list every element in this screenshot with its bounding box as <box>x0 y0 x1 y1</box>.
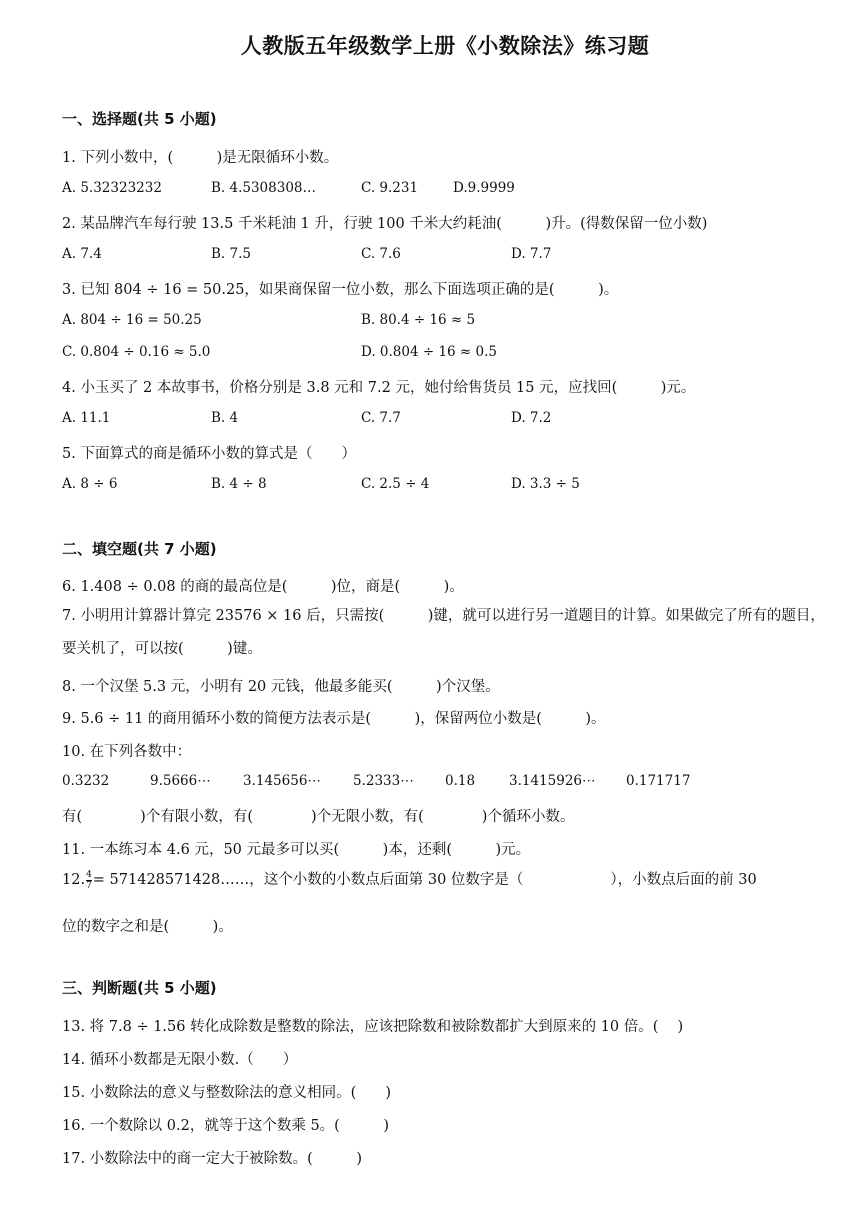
section-heading-choice: 一、选择题(共 5 小题) <box>62 110 217 128</box>
question-11: 11. 一本练习本 4.6 元，50 元最多可以买( )本，还剩( )元。 <box>62 842 531 858</box>
section-heading-fill: 二、填空题(共 7 小题) <box>62 540 217 558</box>
q4-option-b: B. 4 <box>211 410 239 426</box>
question-16: 16. 一个数除以 0.2，就等于这个数乘 5。( ) <box>62 1118 389 1134</box>
question-17: 17. 小数除法中的商一定大于被除数。( ) <box>62 1151 362 1167</box>
question-3: 3. 已知 804 ÷ 16 = 50.25，如果商保留一位小数，那么下面选项正确的是( )。 <box>62 282 619 298</box>
page-title: 人教版五年级数学上册《小数除法》练习题 <box>240 34 650 58</box>
question-13: 13. 将 7.8 ÷ 1.56 转化成除数是整数的除法，应该把除数和被除数都扩大到原来的 10 倍。( ) <box>62 1019 684 1035</box>
q5-option-c: C. 2.5 ÷ 4 <box>361 476 430 492</box>
number-item: 5.2333⋯ <box>353 773 414 789</box>
question-12 <box>62 868 757 891</box>
question-6: 6. 1.408 ÷ 0.08 的商的最高位是( )位，商是( )。 <box>62 579 464 595</box>
q1-option-b: B. 4.5308308… <box>211 180 317 196</box>
q1-option-a: A. 5.32323232 <box>62 180 162 196</box>
section-heading-judge: 三、判断题(共 5 小题) <box>62 979 217 997</box>
question-15: 15. 小数除法的意义与整数除法的意义相同。( ) <box>62 1085 391 1101</box>
q2-option-d: D. 7.7 <box>511 246 552 262</box>
question-5: 5. 下面算式的商是循环小数的算式是（ ） <box>62 446 356 462</box>
q12-text: = 571428571428……，这个小数的小数点后面第 30 位数字是（ ），小数点后面的前 30 <box>92 872 757 888</box>
q5-option-a: A. 8 ÷ 6 <box>62 476 118 492</box>
q12-number: 12. <box>62 872 86 888</box>
question-1: 1. 下列小数中，( )是无限循环小数。 <box>62 150 339 166</box>
question-10-answer: 有( )个有限小数，有( )个无限小数，有( )个循环小数。 <box>62 809 575 825</box>
q5-option-b: B. 4 ÷ 8 <box>211 476 267 492</box>
q5-option-d: D. 3.3 ÷ 5 <box>511 476 580 492</box>
q1-option-c: C. 9.231 <box>361 180 419 196</box>
question-9: 9. 5.6 ÷ 11 的商用循环小数的简便方法表示是( )，保留两位小数是( )。 <box>62 711 606 727</box>
q3-option-b: B. 80.4 ÷ 16 ≈ 5 <box>361 312 476 328</box>
q3-option-c: C. 0.804 ÷ 0.16 ≈ 5.0 <box>62 344 211 360</box>
number-item: 3.145656⋯ <box>243 773 321 789</box>
question-4: 4. 小玉买了 2 本故事书，价格分别是 3.8 元和 7.2 元，她付给售货员 15 元，应找回( )元。 <box>62 380 696 396</box>
number-item: 0.171717 <box>626 773 691 789</box>
fraction-denominator: 7 <box>86 880 92 891</box>
q2-option-a: A. 7.4 <box>62 246 102 262</box>
number-item: 0.18 <box>445 773 476 789</box>
q4-option-c: C. 7.7 <box>361 410 401 426</box>
question-10: 10. 在下列各数中： <box>62 744 192 760</box>
question-7: 7. 小明用计算器计算完 23576 × 16 后，只需按( )键，就可以进行另一道题目的计算。如果做完了所有的题目，要关机了，可以按( )键。 <box>62 608 825 657</box>
question-2: 2. 某品牌汽车每行驶 13.5 千米耗油 1 升，行驶 100 千米大约耗油( )升。(得数保留一位小数) <box>62 216 708 232</box>
q4-option-d: D. 7.2 <box>511 410 552 426</box>
q3-option-a: A. 804 ÷ 16 = 50.25 <box>62 312 202 328</box>
number-item: 3.1415926⋯ <box>509 773 596 789</box>
q3-option-d: D. 0.804 ÷ 16 ≈ 0.5 <box>361 344 498 360</box>
number-item: 0.3232 <box>62 773 110 789</box>
number-item: 9.5666⋯ <box>150 773 211 789</box>
q2-option-c: C. 7.6 <box>361 246 401 262</box>
fraction <box>86 870 92 891</box>
question-14: 14. 循环小数都是无限小数.（ ） <box>62 1052 298 1068</box>
q4-option-a: A. 11.1 <box>62 410 111 426</box>
question-8: 8. 一个汉堡 5.3 元，小明有 20 元钱，他最多能买( )个汉堡。 <box>62 679 500 695</box>
question-12-line2: 位的数字之和是( )。 <box>62 919 233 935</box>
q1-option-d: D.9.9999 <box>453 180 515 196</box>
fraction-numerator: 4 <box>86 869 92 880</box>
q2-option-b: B. 7.5 <box>211 246 251 262</box>
